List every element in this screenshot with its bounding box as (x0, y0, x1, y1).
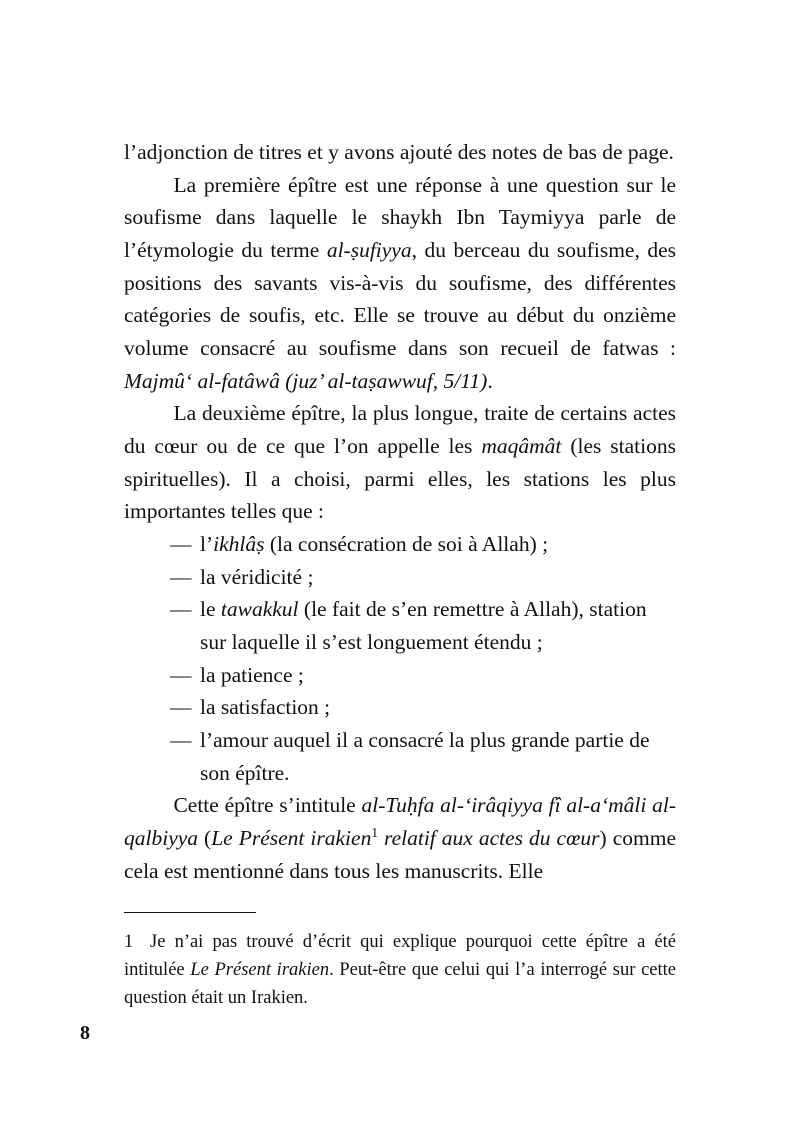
paragraph-3 (124, 397, 676, 528)
list-dash-icon: — (170, 532, 192, 557)
paragraph-2-term-al-sufiyya (327, 238, 412, 262)
footnote-run-3: . Peut-être que celui qui l’a interrogé sur cette question était un Irakien. (124, 959, 676, 1008)
paragraph-1 (124, 136, 676, 169)
paragraph-2-run-3: , du berceau du soufisme, des positions des savants vis-à-vis du soufisme, des différentes catégories de soufis, etc. Elle se trouve au début du onzième volume consacré au soufisme dans son recueil de fatwas : (124, 238, 676, 361)
list-item (124, 561, 676, 594)
paragraph-3-run-3: (les stations spirituelles). Il a choisi, parmi elles, les stations les plus importantes telles que : (124, 434, 676, 524)
footnote-title-french: Le Présent irakien (190, 959, 330, 980)
page-number: 8 (80, 1022, 90, 1044)
paragraph-2-title-majmu: Majmû‘ al-fatâwâ (juz’ al-taṣawwuf, 5/11) (124, 368, 488, 393)
list-item-term-tawakkul: tawakkul (220, 597, 299, 622)
list-item-run-1: l’ (200, 532, 214, 557)
paragraph-2 (124, 169, 676, 398)
list-item-run-3: (la consécration de soi à Allah) ; (264, 532, 549, 557)
footnote-marker[interactable]: 1 (371, 824, 378, 840)
paragraph-4-run-1: Cette épître s’intitule (173, 793, 362, 818)
list-item-text: l’amour auquel il a consacré la plus grande partie de son épître. (200, 728, 650, 785)
list-item (124, 528, 676, 561)
paragraph-3-run-1: La deuxième épître, la plus longue, traite de certains actes du cœur ou de ce que l’on appelle les (124, 401, 676, 459)
list-item-text: la patience ; (200, 662, 304, 687)
list-item (124, 659, 676, 692)
list-item (124, 593, 676, 658)
list-dash-icon: — (170, 662, 192, 687)
paragraph-2-term-text: al-ṣufiyya (326, 238, 412, 263)
stations-list (124, 528, 676, 789)
list-item-text: la véridicité ; (200, 564, 314, 589)
footnote-number: 1 (124, 932, 134, 952)
paragraph-3-term-maqamat: maqâmât (481, 434, 562, 459)
paragraph-4-subtitle-french: relatif aux actes du cœur (384, 826, 600, 851)
list-item-term-ikhlas (213, 532, 264, 556)
list-item-text (200, 593, 676, 658)
footnote-run-1: Je n’ai pas trouvé d’écrit qui explique pourquoi cette épître a été intitulée (124, 932, 676, 980)
paragraph-4-title-arabic: al-Tuḥfa al-‘irâqiyya fî al-a‘mâli al-qalbiyya (124, 793, 676, 851)
list-item (124, 691, 676, 724)
list-dash-icon: — (170, 597, 192, 622)
list-dash-icon: — (170, 695, 192, 720)
paragraph-4 (124, 789, 676, 887)
paragraph-4-title-french: Le Présent irakien (211, 826, 372, 851)
paragraph-4-run-3: ( (198, 826, 212, 851)
list-dash-icon: — (170, 728, 192, 753)
footnote-1 (124, 929, 676, 1012)
list-item (124, 724, 676, 789)
paragraph-1-text: l’adjonction de titres et y avons ajouté des notes de bas de page. (124, 140, 674, 164)
list-item-text (200, 528, 676, 561)
footnote-area (124, 912, 676, 1012)
footnote-separator (124, 912, 256, 913)
list-item-text: la satisfaction ; (200, 695, 331, 720)
paragraph-4-run-8: ) comme cela est mentionné dans tous les manuscrits. Elle (124, 826, 676, 883)
page-body (124, 136, 676, 887)
list-dash-icon: — (170, 564, 192, 589)
paragraph-2-run-5: . (487, 368, 493, 393)
list-item-run-1: le (200, 597, 221, 622)
paragraph-2-run-1: La première épître est une réponse à une question sur le soufisme dans laquelle le shaykh Ibn Taymiyya parle de l’étymologie du terme (124, 172, 676, 263)
list-item-run-3: (le fait de s’en remettre à Allah), station sur laquelle il s’est longuement étendu ; (200, 597, 647, 655)
list-item-term-text: ikhlâṣ (213, 532, 265, 557)
